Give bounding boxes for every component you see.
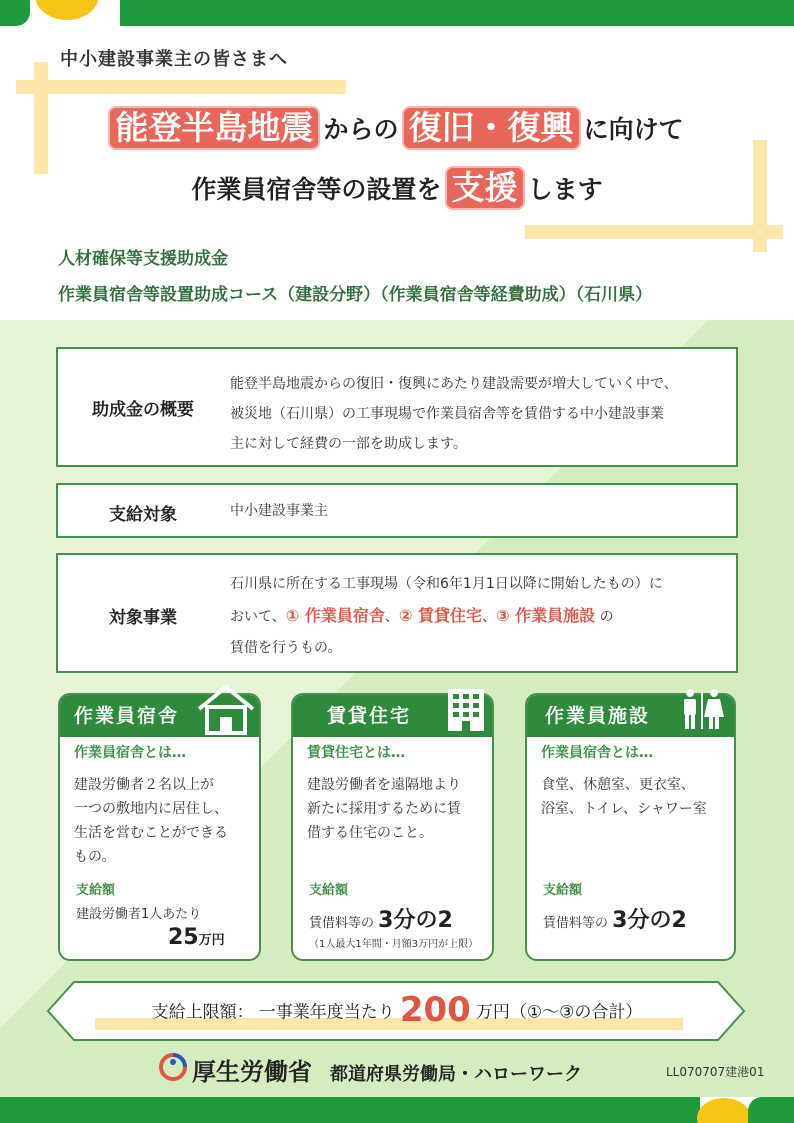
restroom-icon: [678, 687, 726, 733]
business-text: の: [599, 609, 614, 625]
grant-amount: [543, 903, 687, 934]
grant-label: 支給額: [76, 883, 116, 898]
desc-line: 食堂、休憩室、更衣室、: [541, 777, 695, 793]
desc-line: 新たに採用するために賃: [307, 801, 461, 817]
top-band-corner: [0, 0, 30, 26]
item-dormitory: ① 作業員宿舎: [285, 606, 385, 625]
target-box: [56, 483, 738, 538]
grant-amount: [168, 925, 225, 950]
grant-number: 25: [168, 925, 199, 950]
card-description: [307, 773, 461, 845]
headline-line1: [0, 108, 794, 148]
card-title: 作業員宿舎: [60, 695, 259, 737]
desc-line: 一つの敷地内に居住し、: [74, 801, 228, 817]
business-line: 賃借を行うもの。: [230, 640, 342, 656]
subsidy-name: 人材確保等支援助成金: [58, 249, 228, 269]
card-description: [74, 773, 228, 869]
grant-note: （1人最大1年間・月額3万円が上限）: [309, 939, 479, 950]
target-text: 中小建設事業主: [230, 503, 328, 519]
card-subtitle: 作業員宿舎とは…: [541, 745, 653, 761]
headline-text: します: [527, 175, 603, 204]
overview-box: [56, 347, 738, 467]
overview-line: 被災地（石川県）の工事現場で作業員宿舎等を賃借する中小建設事業: [230, 406, 664, 422]
desc-line: 建設労働者２名以上が: [74, 777, 214, 793]
item-facility: ③ 作業員施設: [495, 606, 596, 625]
grant-unit: 万円: [198, 933, 225, 948]
card-title: 賃貸住宅: [293, 695, 492, 737]
grant-label: 支給額: [543, 883, 583, 898]
limit-amount: 200: [399, 990, 471, 1030]
business-label: 対象事業: [109, 608, 177, 628]
grant-label: 支給額: [309, 883, 349, 898]
card-rental-housing: [291, 693, 494, 961]
business-text: おいて、: [230, 609, 286, 625]
document-code: LL070707建港01: [666, 1065, 765, 1079]
limit-label: 支給上限額：: [151, 1002, 254, 1023]
limit-period: 一事業年度当たり: [258, 1002, 395, 1023]
card-subtitle: 賃貸住宅とは…: [307, 745, 405, 761]
desc-line: 浴室、トイレ、シャワー室: [541, 801, 707, 817]
card-subtitle: 作業員宿舎とは…: [74, 745, 186, 761]
business-box: [56, 553, 738, 673]
bottom-band-corner: [748, 1097, 794, 1123]
bottom-band: [0, 1097, 794, 1123]
overview-line: 主に対して経費の一部を助成します。: [230, 436, 467, 452]
ministry-name: 厚生労働省: [192, 1058, 312, 1086]
grant-number: 3分の2: [378, 908, 453, 933]
ministry-logo-icon: [158, 1052, 188, 1082]
house-icon: [195, 683, 257, 737]
grant-number: 3分の2: [612, 908, 687, 933]
frame-line: [16, 80, 346, 94]
building-icon: [444, 687, 488, 733]
limit-unit: 万円（①～③の合計）: [475, 1002, 643, 1023]
card-worker-facility: [525, 693, 736, 961]
headline-text: に向けて: [583, 115, 684, 144]
course-name: 作業員宿舎等設置助成コース（建設分野）（作業員宿舎等経費助成）（石川県）: [58, 285, 653, 305]
desc-line: 生活を営むことができる: [74, 825, 228, 841]
overview-line: 能登半島地震からの復旧・復興にあたり建設需要が増大していく中で、: [230, 376, 678, 392]
card-dormitory: [58, 693, 261, 961]
office-names: 都道府県労働局・ハローワーク: [330, 1064, 582, 1085]
business-line: 石川県に所在する工事現場（令和6年1月1日以降に開始したもの）に: [230, 576, 663, 592]
grant-amount: [309, 903, 453, 934]
business-line: [230, 601, 614, 632]
card-description: [541, 773, 707, 821]
grant-condition: 賃借料等の: [543, 916, 609, 931]
overview-label: 助成金の概要: [92, 400, 194, 420]
lead-text: 中小建設事業主の皆さまへ: [60, 49, 288, 70]
card-title: 作業員施設: [527, 695, 734, 737]
frame-line: [525, 225, 783, 239]
desc-line: もの。: [74, 849, 116, 865]
headline-emph-recovery: 復旧・復興: [404, 108, 579, 148]
grant-condition: 建設労働者1人あたり: [76, 907, 202, 922]
limit-text: [0, 990, 794, 1030]
separator: 、: [481, 609, 496, 625]
grant-condition: 賃借料等の: [309, 916, 375, 931]
headline-emph-earthquake: 能登半島地震: [110, 108, 318, 148]
headline-text: 作業員宿舎等の設置を: [191, 175, 442, 204]
headline-text: からの: [323, 115, 399, 144]
desc-line: 建設労働者を遠隔地より: [307, 777, 461, 793]
headline-line2: [0, 168, 794, 208]
item-rental-housing: ② 賃貸住宅: [398, 606, 482, 625]
headline-emph-support: 支援: [447, 168, 523, 208]
target-label: 支給対象: [109, 505, 177, 525]
separator: 、: [384, 609, 399, 625]
desc-line: 借する住宅のこと。: [307, 825, 433, 841]
